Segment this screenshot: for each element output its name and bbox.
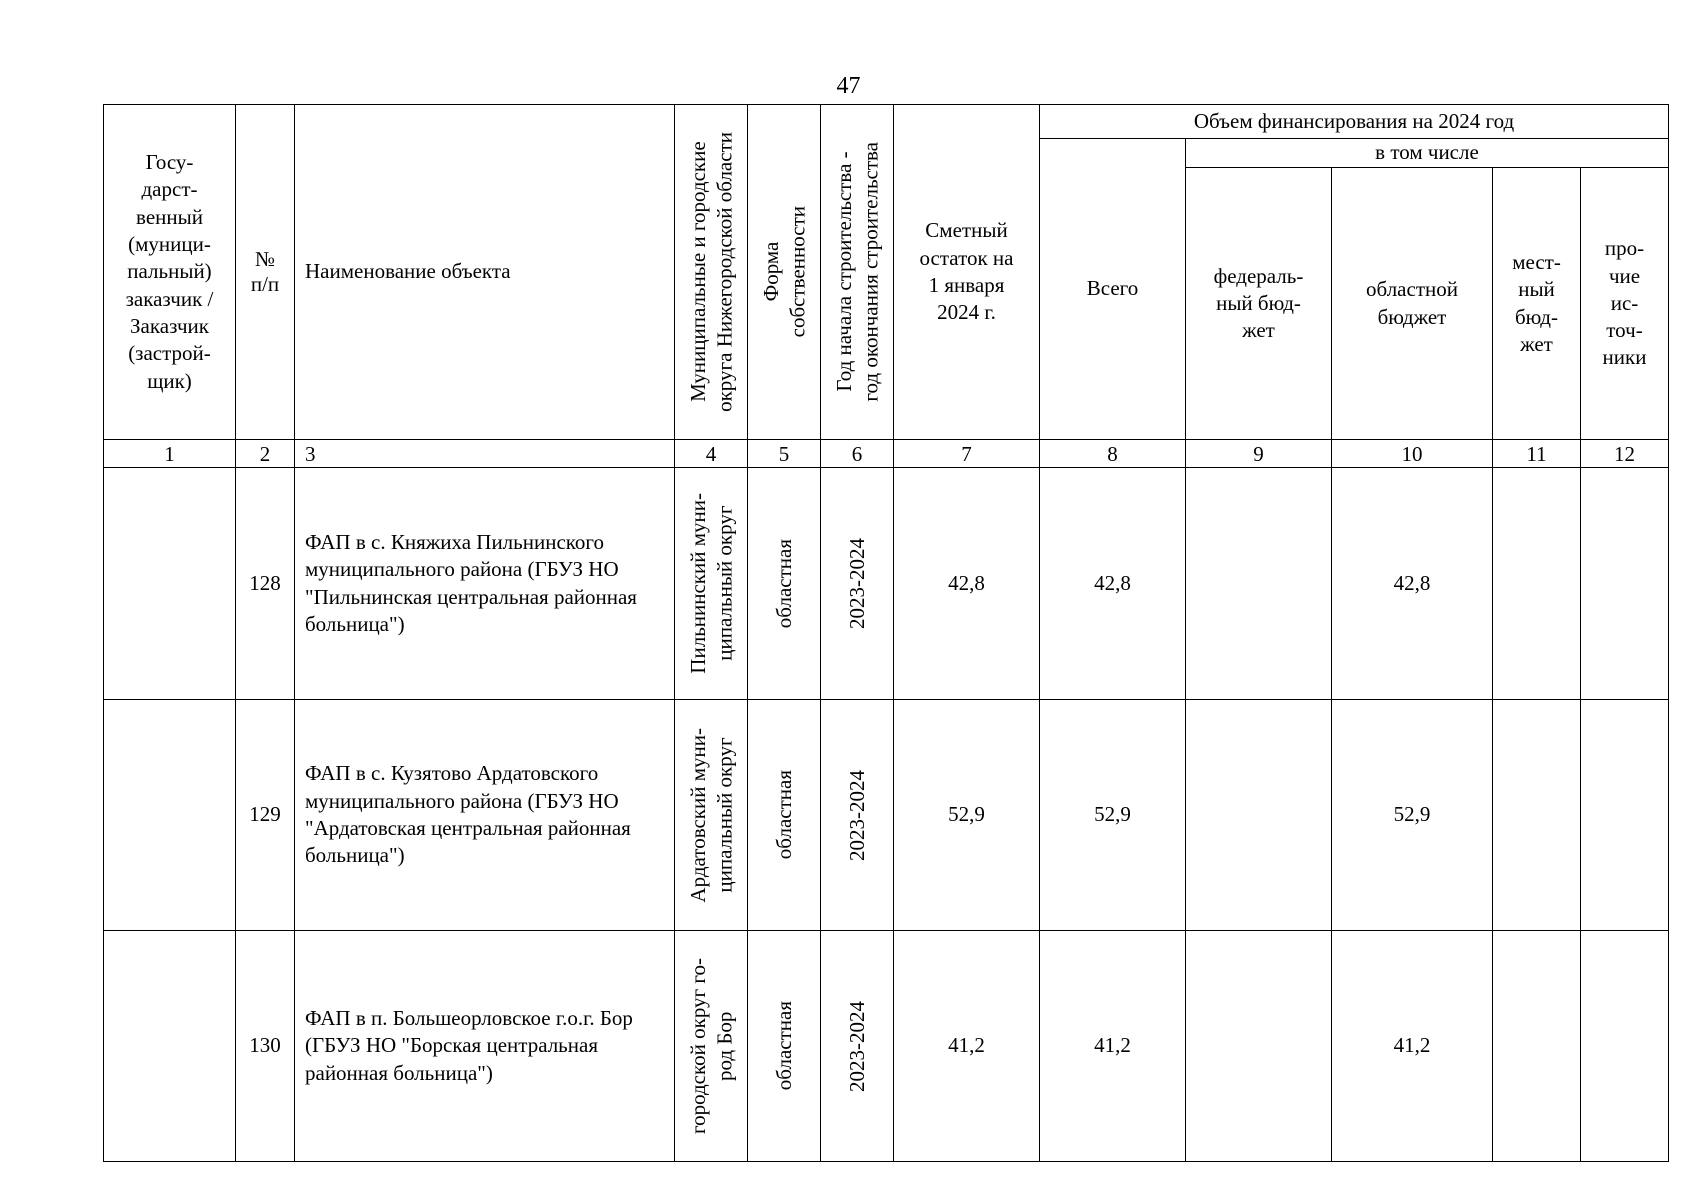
row-ownership: областная: [748, 700, 821, 931]
row-local: [1493, 700, 1581, 931]
row-ownership: областная: [748, 468, 821, 700]
row-other: [1581, 468, 1669, 700]
row-federal: [1186, 931, 1332, 1162]
row-federal: [1186, 700, 1332, 931]
col-number: 9: [1186, 440, 1332, 468]
row-local: [1493, 468, 1581, 700]
col-number: 7: [894, 440, 1040, 468]
header-local: мест- ный бюд- жет: [1493, 168, 1581, 440]
table-row: [104, 700, 1669, 931]
header-name: Наименование объекта: [295, 105, 675, 440]
col-number: 8: [1040, 440, 1186, 468]
col-number: 4: [675, 440, 748, 468]
row-total: 41,2: [1040, 931, 1186, 1162]
row-object-name: ФАП в с. Кузятово Ардатовского муниципального района (ГБУЗ НО "Ардатовская центральная районная больница"): [295, 700, 675, 931]
row-object-name: ФАП в с. Княжиха Пильнинского муниципального района (ГБУЗ НО "Пильнинская центральная районная больница"): [295, 468, 675, 700]
header-federal: федераль- ный бюд- жет: [1186, 168, 1332, 440]
row-customer: [104, 931, 236, 1162]
page-number: 47: [836, 73, 861, 99]
row-other: [1581, 931, 1669, 1162]
row-local: [1493, 931, 1581, 1162]
header-funding-group: Объем финансирования на 2024 год: [1040, 105, 1669, 139]
header-regional: областной бюджет: [1332, 168, 1493, 440]
col-number: 5: [748, 440, 821, 468]
header-years: Год начала строительства - год окончания строительства: [821, 105, 894, 440]
header-municipality: Муниципальные и городские округа Нижегородской области: [675, 105, 748, 440]
row-regional: 42,8: [1332, 468, 1493, 700]
row-years: 2023-2024: [821, 931, 894, 1162]
row-years: 2023-2024: [821, 700, 894, 931]
row-number: 128: [236, 468, 295, 700]
row-regional: 52,9: [1332, 700, 1493, 931]
header-customer: Госу- дарст- венный (муници- пальный) заказчик / Заказчик (застрой- щик): [104, 105, 236, 440]
row-regional: 41,2: [1332, 931, 1493, 1162]
col-number: 12: [1581, 440, 1669, 468]
col-number: 10: [1332, 440, 1493, 468]
header-other: про- чие ис- точ- ники: [1581, 168, 1669, 440]
row-customer: [104, 700, 236, 931]
row-federal: [1186, 468, 1332, 700]
row-number: 129: [236, 700, 295, 931]
table-row: [104, 931, 1669, 1162]
row-municipality: Пильнинский муни- ципальный округ: [675, 468, 748, 700]
header-including: в том числе: [1186, 139, 1669, 168]
col-number: 11: [1493, 440, 1581, 468]
col-number: 3: [295, 440, 675, 468]
header-estimate: Сметный остаток на 1 января 2024 г.: [894, 105, 1040, 440]
row-other: [1581, 700, 1669, 931]
column-numbers-row: [104, 440, 1669, 468]
row-municipality: Ардатовский муни- ципальный округ: [675, 700, 748, 931]
row-estimate: 41,2: [894, 931, 1040, 1162]
row-total: 52,9: [1040, 700, 1186, 931]
row-estimate: 42,8: [894, 468, 1040, 700]
row-municipality: городской округ го- род Бор: [675, 931, 748, 1162]
row-years: 2023-2024: [821, 468, 894, 700]
row-object-name: ФАП в п. Большеорловское г.о.г. Бор (ГБУЗ НО "Борская центральная районная больница"): [295, 931, 675, 1162]
table-row: [104, 468, 1669, 700]
row-customer: [104, 468, 236, 700]
header-number: № п/п: [236, 105, 295, 440]
col-number: 1: [104, 440, 236, 468]
header-ownership: Форма собственности: [748, 105, 821, 440]
col-number: 2: [236, 440, 295, 468]
financing-table: [103, 104, 1669, 1162]
row-total: 42,8: [1040, 468, 1186, 700]
row-ownership: областная: [748, 931, 821, 1162]
row-number: 130: [236, 931, 295, 1162]
row-estimate: 52,9: [894, 700, 1040, 931]
col-number: 6: [821, 440, 894, 468]
header-total: Всего: [1040, 139, 1186, 440]
